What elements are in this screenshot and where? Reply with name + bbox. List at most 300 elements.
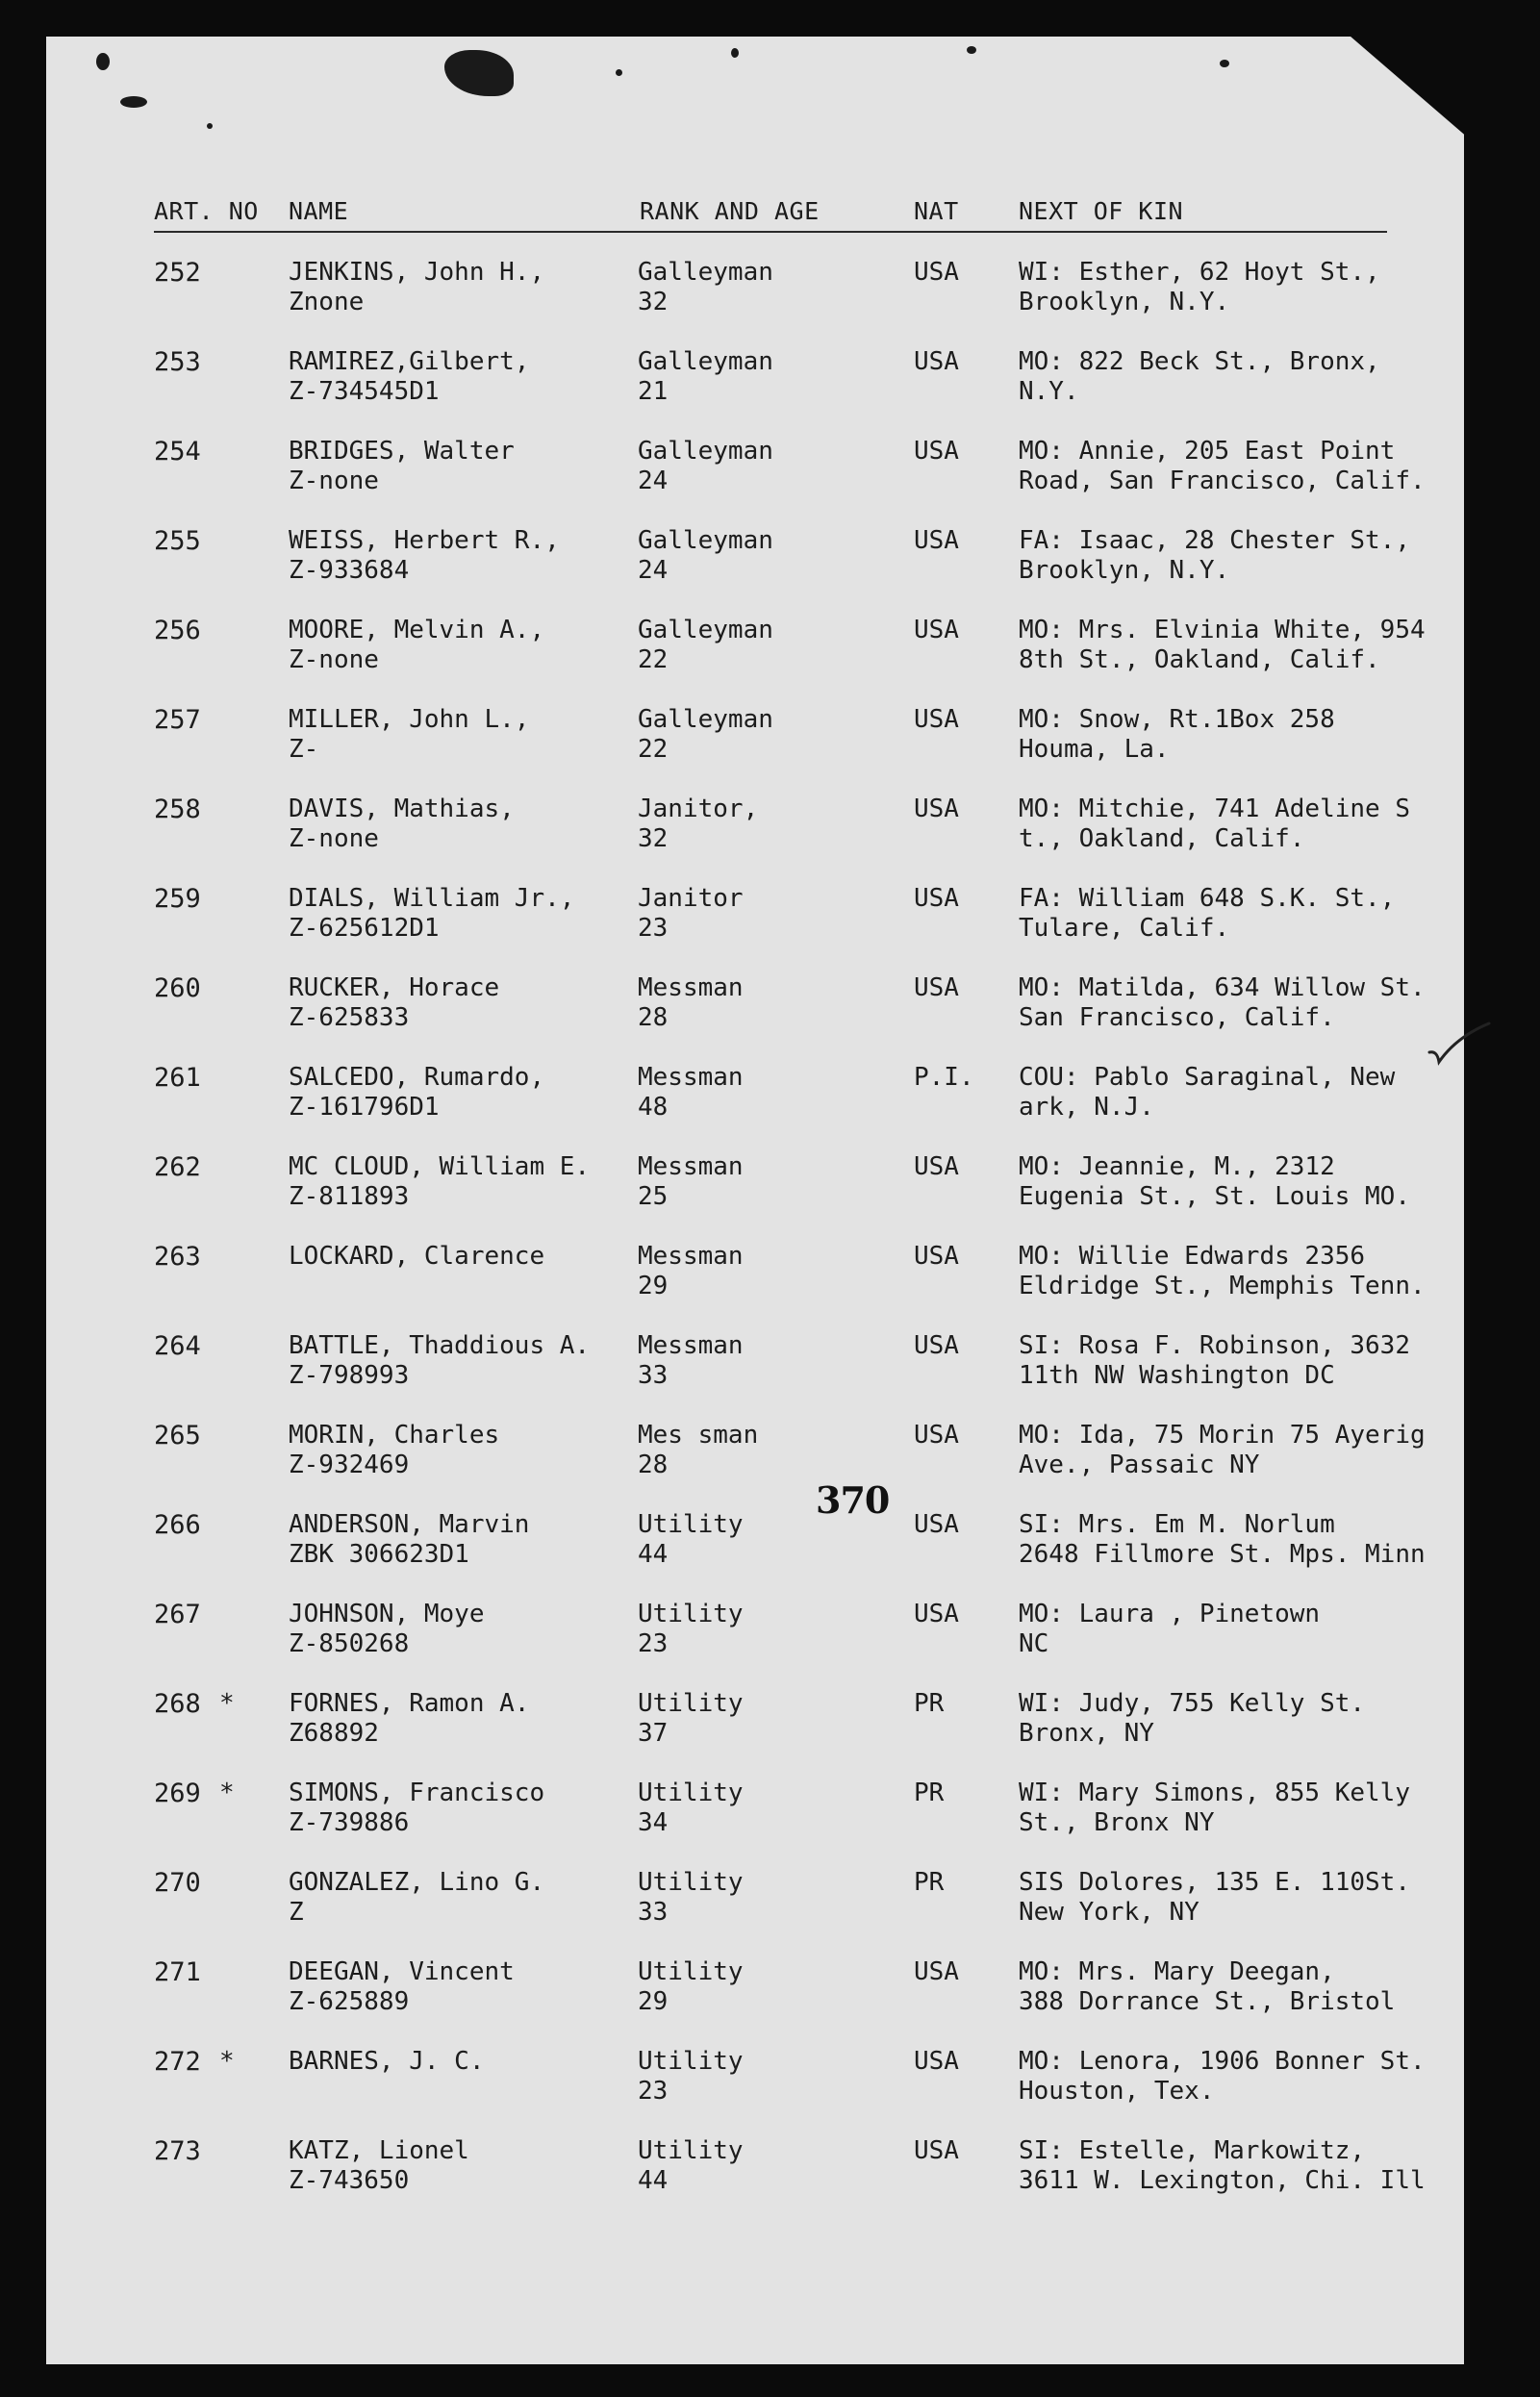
next-of-kin-cell xyxy=(1019,1063,1395,1123)
rank-age-cell xyxy=(638,347,773,407)
rank-age-cell xyxy=(638,526,773,586)
artno-artno: 255 xyxy=(154,526,201,556)
next-of-kin-kin2: St., Bronx NY xyxy=(1019,1808,1215,1837)
crew-entry xyxy=(0,705,1540,792)
rank-age-rank: Utility xyxy=(638,1600,744,1628)
next-of-kin-kin1: MO: Jeannie, M., 2312 xyxy=(1019,1152,1335,1181)
rank-age-cell xyxy=(638,795,758,854)
rank-age-age: 33 xyxy=(638,1898,669,1927)
seaman-name-name: MORIN, Charles xyxy=(289,1421,500,1450)
artno-artno: 267 xyxy=(154,1600,201,1629)
nationality-cell xyxy=(914,1063,974,1093)
rank-age-rank: Utility xyxy=(638,1868,744,1897)
next-of-kin-kin2: Houston, Tex. xyxy=(1019,2077,1215,2106)
seaman-name-cell xyxy=(289,526,560,586)
artno-cell xyxy=(154,616,201,645)
seaman-name-id: Z-933684 xyxy=(289,556,410,585)
rank-age-rank: Utility xyxy=(638,2136,744,2165)
rank-age-cell xyxy=(638,1600,744,1659)
artno-cell xyxy=(154,1868,201,1898)
rank-age-rank: Mes sman xyxy=(638,1421,759,1450)
rank-age-rank: Messman xyxy=(638,973,744,1002)
next-of-kin-cell xyxy=(1019,1779,1410,1838)
rank-age-rank: Janitor, xyxy=(638,795,759,823)
rank-age-rank: Messman xyxy=(638,1063,744,1092)
next-of-kin-cell xyxy=(1019,1868,1410,1928)
artno-cell xyxy=(154,1689,201,1719)
nationality-cell xyxy=(914,1242,959,1272)
artno-cell xyxy=(154,1152,201,1182)
crew-entry xyxy=(0,1957,1540,2044)
next-of-kin-kin2: 3611 W. Lexington, Chi. Ill xyxy=(1019,2166,1426,2195)
crew-entry xyxy=(0,616,1540,702)
next-of-kin-kin2: Brooklyn, N.Y. xyxy=(1019,288,1230,316)
seaman-name-cell xyxy=(289,2136,469,2196)
seaman-name-cell xyxy=(289,795,515,854)
rank-age-cell xyxy=(638,973,744,1033)
artno-artno: 273 xyxy=(154,2136,201,2166)
artno-artno: 261 xyxy=(154,1063,201,1093)
nationality-cell xyxy=(914,1779,944,1808)
seaman-name-name: LOCKARD, Clarence xyxy=(289,1242,545,1271)
next-of-kin-kin2: ark, N.J. xyxy=(1019,1093,1154,1122)
nationality-nat: P.I. xyxy=(914,1063,974,1092)
next-of-kin-kin1: SIS Dolores, 135 E. 110St. xyxy=(1019,1868,1410,1897)
rank-age-cell xyxy=(638,2136,744,2196)
seaman-name-cell xyxy=(289,1957,515,2017)
next-of-kin-kin2: t., Oakland, Calif. xyxy=(1019,824,1305,853)
seaman-name-cell xyxy=(289,1868,544,1928)
next-of-kin-kin1: SI: Estelle, Markowitz, xyxy=(1019,2136,1366,2165)
seaman-name-name: BATTLE, Thaddious A. xyxy=(289,1331,591,1360)
next-of-kin-kin1: MO: Matilda, 634 Willow St. xyxy=(1019,973,1426,1002)
ink-speck xyxy=(120,96,147,108)
next-of-kin-kin2: 8th St., Oakland, Calif. xyxy=(1019,645,1380,674)
seaman-name-name: DAVIS, Mathias, xyxy=(289,795,515,823)
seaman-name-name: DEEGAN, Vincent xyxy=(289,1957,515,1986)
seaman-name-cell xyxy=(289,616,544,675)
next-of-kin-kin1: MO: Mrs. Elvinia White, 954 xyxy=(1019,616,1426,644)
nationality-nat: PR xyxy=(914,1868,945,1897)
page-number-stamp: 370 xyxy=(816,1478,890,1522)
next-of-kin-kin1: MO: Willie Edwards 2356 xyxy=(1019,1242,1366,1271)
artno-cell xyxy=(154,1421,201,1451)
nationality-cell xyxy=(914,258,959,288)
artno-cell xyxy=(154,1242,201,1272)
rank-age-rank: Galleyman xyxy=(638,437,773,466)
next-of-kin-cell xyxy=(1019,1242,1426,1301)
nationality-cell xyxy=(914,616,959,645)
nationality-cell xyxy=(914,2047,959,2077)
rank-age-cell xyxy=(638,1868,744,1928)
nationality-cell xyxy=(914,884,959,914)
next-of-kin-kin1: MO: Lenora, 1906 Bonner St. xyxy=(1019,2047,1426,2076)
seaman-name-cell xyxy=(289,258,544,317)
artno-artno: 257 xyxy=(154,705,201,735)
crew-entry xyxy=(0,258,1540,344)
rank-age-rank: Galleyman xyxy=(638,347,773,376)
nationality-nat: USA xyxy=(914,1152,959,1181)
rank-age-cell xyxy=(638,884,744,944)
rank-age-rank: Utility xyxy=(638,1957,744,1986)
crew-entry xyxy=(0,1510,1540,1597)
next-of-kin-kin2: N.Y. xyxy=(1019,377,1079,406)
next-of-kin-cell xyxy=(1019,884,1395,944)
ink-speck xyxy=(207,123,213,129)
nationality-cell xyxy=(914,1331,959,1361)
nationality-cell xyxy=(914,795,959,824)
seaman-name-name: WEISS, Herbert R., xyxy=(289,526,560,555)
seaman-name-name: KATZ, Lionel xyxy=(289,2136,469,2165)
rank-age-age: 21 xyxy=(638,377,669,406)
next-of-kin-kin1: FA: William 648 S.K. St., xyxy=(1019,884,1396,913)
next-of-kin-cell xyxy=(1019,1331,1410,1391)
rank-age-cell xyxy=(638,705,773,765)
seaman-name-cell xyxy=(289,1063,544,1123)
seaman-name-id: Z-798993 xyxy=(289,1361,410,1390)
artno-cell xyxy=(154,2047,201,2077)
rank-age-age: 32 xyxy=(638,288,669,316)
next-of-kin-cell xyxy=(1019,1421,1426,1480)
next-of-kin-kin2: Ave., Passaic NY xyxy=(1019,1451,1260,1479)
artno-artno: 260 xyxy=(154,973,201,1003)
nationality-nat: USA xyxy=(914,258,959,287)
row-mark-mark: * xyxy=(219,1779,235,1807)
seaman-name-cell xyxy=(289,973,499,1033)
next-of-kin-kin2: Eldridge St., Memphis Tenn. xyxy=(1019,1272,1426,1300)
header-rank-age: RANK AND AGE xyxy=(640,197,820,225)
seaman-name-cell xyxy=(289,1242,544,1272)
seaman-name-cell xyxy=(289,347,529,407)
artno-artno: 253 xyxy=(154,347,201,377)
rank-age-cell xyxy=(638,1421,758,1480)
rank-age-age: 32 xyxy=(638,824,669,853)
next-of-kin-kin2: Brooklyn, N.Y. xyxy=(1019,556,1230,585)
artno-artno: 264 xyxy=(154,1331,201,1361)
artno-artno: 258 xyxy=(154,795,201,824)
next-of-kin-kin1: WI: Esther, 62 Hoyt St., xyxy=(1019,258,1380,287)
artno-artno: 259 xyxy=(154,884,201,914)
nationality-nat: USA xyxy=(914,437,959,466)
seaman-name-cell xyxy=(289,1152,590,1212)
artno-artno: 254 xyxy=(154,437,201,467)
next-of-kin-cell xyxy=(1019,795,1410,854)
rank-age-cell xyxy=(638,1779,744,1838)
nationality-nat: USA xyxy=(914,1242,959,1271)
seaman-name-name: GONZALEZ, Lino G. xyxy=(289,1868,545,1897)
rank-age-rank: Galleyman xyxy=(638,705,773,734)
seaman-name-name: MOORE, Melvin A., xyxy=(289,616,545,644)
seaman-name-name: FORNES, Ramon A. xyxy=(289,1689,530,1718)
header-next-of-kin: NEXT OF KIN xyxy=(1019,197,1184,225)
rank-age-cell xyxy=(638,437,773,496)
next-of-kin-cell xyxy=(1019,1152,1410,1212)
rank-age-rank: Galleyman xyxy=(638,616,773,644)
next-of-kin-kin1: SI: Mrs. Em M. Norlum xyxy=(1019,1510,1335,1539)
crew-entry xyxy=(0,973,1540,1060)
nationality-cell xyxy=(914,1510,959,1540)
rank-age-rank: Utility xyxy=(638,2047,744,2076)
artno-cell xyxy=(154,347,201,377)
seaman-name-id: Z-932469 xyxy=(289,1451,410,1479)
artno-cell xyxy=(154,795,201,824)
next-of-kin-kin1: WI: Judy, 755 Kelly St. xyxy=(1019,1689,1366,1718)
next-of-kin-kin2: Tulare, Calif. xyxy=(1019,914,1230,943)
rank-age-rank: Utility xyxy=(638,1779,744,1807)
artno-artno: 271 xyxy=(154,1957,201,1987)
crew-entry xyxy=(0,1779,1540,1865)
rank-age-cell xyxy=(638,616,773,675)
next-of-kin-kin1: MO: Laura , Pinetown xyxy=(1019,1600,1321,1628)
rank-age-age: 28 xyxy=(638,1451,669,1479)
nationality-cell xyxy=(914,1152,959,1182)
nationality-nat: USA xyxy=(914,1510,959,1539)
next-of-kin-cell xyxy=(1019,705,1335,765)
seaman-name-cell xyxy=(289,884,574,944)
nationality-nat: PR xyxy=(914,1779,945,1807)
seaman-name-name: ANDERSON, Marvin xyxy=(289,1510,530,1539)
ink-speck xyxy=(616,69,622,76)
header-artno: ART. NO xyxy=(154,197,259,225)
header-name: NAME xyxy=(289,197,349,225)
artno-cell xyxy=(154,258,201,288)
artno-cell xyxy=(154,437,201,467)
next-of-kin-kin2: 11th NW Washington DC xyxy=(1019,1361,1335,1390)
crew-entry xyxy=(0,1868,1540,1955)
nationality-nat: USA xyxy=(914,2136,959,2165)
artno-cell xyxy=(154,2136,201,2166)
artno-artno: 272 xyxy=(154,2047,201,2077)
next-of-kin-cell xyxy=(1019,437,1426,496)
rank-age-cell xyxy=(638,1957,744,2017)
next-of-kin-kin1: MO: 822 Beck St., Bronx, xyxy=(1019,347,1380,376)
nationality-nat: USA xyxy=(914,526,959,555)
nationality-nat: USA xyxy=(914,1331,959,1360)
seaman-name-cell xyxy=(289,2047,485,2077)
artno-cell xyxy=(154,973,201,1003)
rank-age-age: 22 xyxy=(638,645,669,674)
nationality-cell xyxy=(914,526,959,556)
seaman-name-cell xyxy=(289,1331,590,1391)
ink-speck xyxy=(96,53,110,70)
crew-entry xyxy=(0,526,1540,613)
artno-cell xyxy=(154,1063,201,1093)
next-of-kin-cell xyxy=(1019,2136,1426,2196)
next-of-kin-kin1: MO: Mrs. Mary Deegan, xyxy=(1019,1957,1335,1986)
rank-age-age: 24 xyxy=(638,467,669,495)
row-mark-cell xyxy=(219,2047,235,2077)
seaman-name-name: MC CLOUD, William E. xyxy=(289,1152,591,1181)
rank-age-age: 28 xyxy=(638,1003,669,1032)
crew-entry xyxy=(0,437,1540,523)
nationality-cell xyxy=(914,1957,959,1987)
seaman-name-name: BARNES, J. C. xyxy=(289,2047,485,2076)
artno-cell xyxy=(154,1331,201,1361)
rank-age-cell xyxy=(638,1510,744,1570)
rank-age-age: 25 xyxy=(638,1182,669,1211)
rank-age-cell xyxy=(638,2047,744,2107)
next-of-kin-kin1: MO: Mitchie, 741 Adeline S xyxy=(1019,795,1410,823)
rank-age-age: 34 xyxy=(638,1808,669,1837)
next-of-kin-kin1: MO: Annie, 205 East Point xyxy=(1019,437,1396,466)
nationality-nat: USA xyxy=(914,1421,959,1450)
seaman-name-id: Z-743650 xyxy=(289,2166,410,2195)
crew-entry xyxy=(0,1152,1540,1239)
crew-entry xyxy=(0,347,1540,434)
seaman-name-cell xyxy=(289,437,515,496)
rank-age-age: 33 xyxy=(638,1361,669,1390)
next-of-kin-cell xyxy=(1019,347,1380,407)
artno-artno: 266 xyxy=(154,1510,201,1540)
next-of-kin-cell xyxy=(1019,2047,1426,2107)
next-of-kin-cell xyxy=(1019,1689,1365,1749)
nationality-cell xyxy=(914,1421,959,1451)
nationality-nat: USA xyxy=(914,347,959,376)
seaman-name-id: Z-739886 xyxy=(289,1808,410,1837)
next-of-kin-kin1: MO: Snow, Rt.1Box 258 xyxy=(1019,705,1335,734)
rank-age-age: 44 xyxy=(638,2166,669,2195)
artno-cell xyxy=(154,1779,201,1808)
crew-entry xyxy=(0,795,1540,881)
nationality-nat: USA xyxy=(914,2047,959,2076)
crew-entry xyxy=(0,1421,1540,1507)
rank-age-cell xyxy=(638,1331,744,1391)
artno-cell xyxy=(154,1510,201,1540)
seaman-name-name: SIMONS, Francisco xyxy=(289,1779,545,1807)
seaman-name-id: Z-none xyxy=(289,824,379,853)
rank-age-rank: Messman xyxy=(638,1242,744,1271)
crew-entry xyxy=(0,1600,1540,1686)
seaman-name-id: Z-625833 xyxy=(289,1003,410,1032)
next-of-kin-kin1: SI: Rosa F. Robinson, 3632 xyxy=(1019,1331,1410,1360)
nationality-nat: USA xyxy=(914,973,959,1002)
nationality-nat: USA xyxy=(914,884,959,913)
rank-age-rank: Messman xyxy=(638,1152,744,1181)
rank-age-rank: Utility xyxy=(638,1510,744,1539)
rank-age-age: 24 xyxy=(638,556,669,585)
header-rule xyxy=(154,231,1387,233)
nationality-nat: USA xyxy=(914,795,959,823)
artno-cell xyxy=(154,526,201,556)
rank-age-rank: Galleyman xyxy=(638,526,773,555)
row-mark-mark: * xyxy=(219,1689,235,1718)
seaman-name-id: Z-161796D1 xyxy=(289,1093,440,1122)
nationality-cell xyxy=(914,1600,959,1629)
seaman-name-id: ZBK 306623D1 xyxy=(289,1540,469,1569)
seaman-name-id: Z-none xyxy=(289,467,379,495)
artno-artno: 262 xyxy=(154,1152,201,1182)
seaman-name-cell xyxy=(289,1600,485,1659)
rank-age-rank: Messman xyxy=(638,1331,744,1360)
rank-age-cell xyxy=(638,1689,744,1749)
seaman-name-id: Z-850268 xyxy=(289,1629,410,1658)
next-of-kin-cell xyxy=(1019,1600,1320,1659)
seaman-name-id: Z-625612D1 xyxy=(289,914,440,943)
seaman-name-cell xyxy=(289,1689,529,1749)
seaman-name-name: JOHNSON, Moye xyxy=(289,1600,485,1628)
rank-age-age: 29 xyxy=(638,1987,669,2016)
seaman-name-id: Z- xyxy=(289,735,319,764)
artno-artno: 268 xyxy=(154,1689,201,1719)
nationality-cell xyxy=(914,437,959,467)
seaman-name-id: Z-734545D1 xyxy=(289,377,440,406)
artno-artno: 269 xyxy=(154,1779,201,1808)
nationality-nat: USA xyxy=(914,1957,959,1986)
next-of-kin-kin2: Road, San Francisco, Calif. xyxy=(1019,467,1426,495)
nationality-cell xyxy=(914,1689,944,1719)
rank-age-rank: Utility xyxy=(638,1689,744,1718)
next-of-kin-kin2: Eugenia St., St. Louis MO. xyxy=(1019,1182,1410,1211)
seaman-name-cell xyxy=(289,1421,499,1480)
artno-artno: 252 xyxy=(154,258,201,288)
crew-entry xyxy=(0,1063,1540,1149)
seaman-name-name: RAMIREZ,Gilbert, xyxy=(289,347,530,376)
seaman-name-name: DIALS, William Jr., xyxy=(289,884,575,913)
ink-speck xyxy=(967,46,976,54)
next-of-kin-cell xyxy=(1019,258,1380,317)
seaman-name-id: Z-811893 xyxy=(289,1182,410,1211)
ink-speck xyxy=(1220,60,1229,67)
rank-age-rank: Galleyman xyxy=(638,258,773,287)
rank-age-age: 48 xyxy=(638,1093,669,1122)
next-of-kin-kin1: WI: Mary Simons, 855 Kelly xyxy=(1019,1779,1410,1807)
crew-entry xyxy=(0,1689,1540,1776)
crew-entry xyxy=(0,1331,1540,1418)
next-of-kin-cell xyxy=(1019,1957,1395,2017)
seaman-name-name: MILLER, John L., xyxy=(289,705,530,734)
next-of-kin-kin2: San Francisco, Calif. xyxy=(1019,1003,1335,1032)
seaman-name-name: BRIDGES, Walter xyxy=(289,437,515,466)
next-of-kin-kin2: 388 Dorrance St., Bristol xyxy=(1019,1987,1396,2016)
header-nationality: NAT xyxy=(914,197,959,225)
artno-cell xyxy=(154,1957,201,1987)
check-mark-icon xyxy=(1427,1022,1491,1066)
rank-age-cell xyxy=(638,258,773,317)
nationality-nat: USA xyxy=(914,705,959,734)
artno-artno: 265 xyxy=(154,1421,201,1451)
nationality-cell xyxy=(914,705,959,735)
seaman-name-cell xyxy=(289,705,529,765)
seaman-name-id: Z-625889 xyxy=(289,1987,410,2016)
rank-age-age: 23 xyxy=(638,2077,669,2106)
seaman-name-id: Z-none xyxy=(289,645,379,674)
rank-age-age: 44 xyxy=(638,1540,669,1569)
artno-artno: 270 xyxy=(154,1868,201,1898)
rank-age-age: 22 xyxy=(638,735,669,764)
seaman-name-name: RUCKER, Horace xyxy=(289,973,500,1002)
rank-age-age: 37 xyxy=(638,1719,669,1748)
seaman-name-id: Z xyxy=(289,1898,304,1927)
rank-age-cell xyxy=(638,1152,744,1212)
nationality-nat: PR xyxy=(914,1689,945,1718)
crew-entry xyxy=(0,2047,1540,2133)
next-of-kin-kin2: Bronx, NY xyxy=(1019,1719,1154,1748)
rank-age-cell xyxy=(638,1063,744,1123)
rank-age-age: 23 xyxy=(638,1629,669,1658)
nationality-nat: USA xyxy=(914,616,959,644)
artno-cell xyxy=(154,705,201,735)
artno-artno: 256 xyxy=(154,616,201,645)
next-of-kin-kin2: 2648 Fillmore St. Mps. Minn xyxy=(1019,1540,1426,1569)
row-mark-cell xyxy=(219,1779,235,1808)
next-of-kin-cell xyxy=(1019,973,1426,1033)
next-of-kin-cell xyxy=(1019,616,1426,675)
seaman-name-id: Z68892 xyxy=(289,1719,379,1748)
rank-age-rank: Janitor xyxy=(638,884,744,913)
next-of-kin-kin1: MO: Ida, 75 Morin 75 Ayerig xyxy=(1019,1421,1426,1450)
nationality-nat: USA xyxy=(914,1600,959,1628)
next-of-kin-kin2: New York, NY xyxy=(1019,1898,1199,1927)
